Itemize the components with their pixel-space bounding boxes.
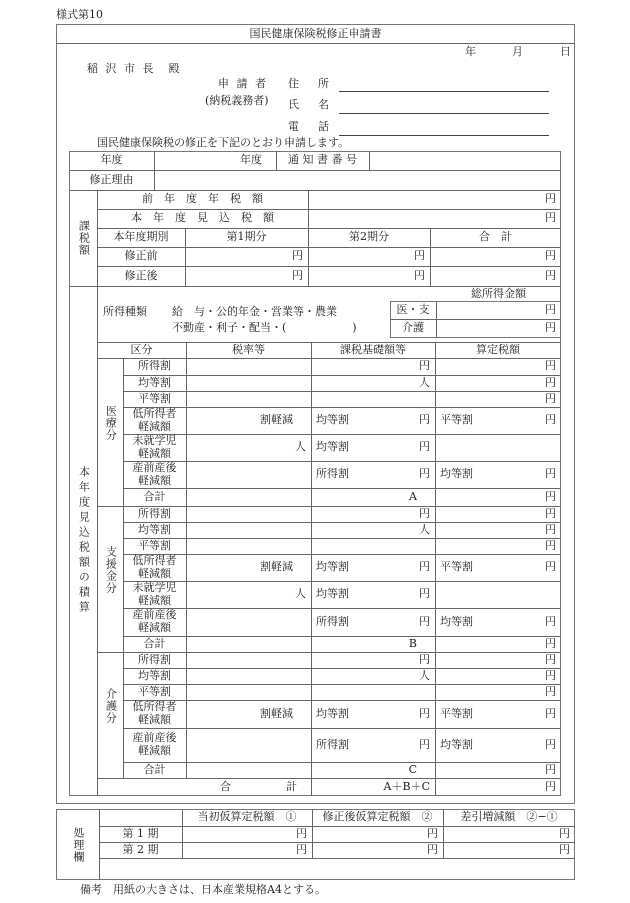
income-tax-input[interactable]: 円	[545, 652, 556, 666]
notice-number-label: 通 知 書 番 号	[288, 153, 357, 167]
this-year-tax-label: 本 年 度 見 込 税 額	[131, 211, 274, 225]
reason-label: 修正理由	[89, 172, 134, 186]
reduction-rate-input[interactable]: 割軽減	[260, 706, 293, 720]
subtotal-tax-input[interactable]: 円	[545, 489, 556, 503]
maternity-income-input[interactable]: 円	[419, 614, 430, 628]
addressee: 稲 沢 市 長 殿	[87, 62, 182, 75]
row-label-maternity: 産前産後 軽減額	[132, 731, 177, 757]
fiscal-year-input[interactable]: 年度	[240, 153, 262, 167]
low-income-per-household-label: 平等割	[440, 413, 473, 427]
row-label-per-household: 平等割	[138, 538, 171, 552]
income-base-input[interactable]: 円	[419, 652, 430, 666]
section-label-0	[97, 358, 123, 488]
section-label-text: 支援金分	[104, 546, 118, 594]
before-period2-input[interactable]: 円	[414, 249, 425, 263]
period2-header: 第2期分	[349, 230, 389, 244]
income-tax-input[interactable]: 円	[545, 506, 556, 520]
notice-number-input[interactable]	[370, 151, 560, 170]
maternity-per-capita-label: 均等割	[440, 614, 473, 628]
row-label-preschool: 未就学児 軽減額	[132, 580, 177, 607]
reduction-rate-input[interactable]: 割軽減	[260, 560, 293, 574]
preschool-per-capita-input[interactable]: 円	[419, 440, 430, 454]
preschool-per-capita-label: 均等割	[316, 587, 349, 601]
tax-amount-section-label	[69, 190, 97, 286]
applicant-sublabel: (納税義務者)	[205, 94, 269, 107]
row-label-per-capita: 均等割	[138, 522, 171, 536]
grand-total-mark: A＋B＋C	[383, 779, 430, 793]
total-income-header: 総所得金額	[471, 286, 526, 300]
medical-support-income-input[interactable]: 円	[545, 302, 556, 316]
name-label: 氏 名	[288, 98, 333, 111]
per-household-tax-input[interactable]: 円	[545, 391, 556, 405]
row-label-income: 所得割	[138, 506, 171, 520]
col-rate-header: 税率等	[232, 342, 265, 356]
date-month: 月	[512, 45, 523, 58]
low-income-per-household-input[interactable]: 円	[545, 413, 556, 427]
section-label-1	[97, 506, 123, 634]
period1-header: 第1期分	[226, 230, 267, 244]
after-period2-input[interactable]: 円	[414, 268, 425, 282]
row-label-low-income: 低所得者 軽減額	[132, 553, 177, 580]
reduction-rate-input[interactable]: 割軽減	[260, 413, 293, 427]
medical-support-label: 医・支	[396, 302, 430, 316]
revised-tax-header: 修正後仮算定税額 ②	[322, 810, 433, 824]
per-capita-count-input[interactable]: 人	[419, 668, 430, 682]
section-label-text: 医療分	[104, 405, 118, 441]
per-household-tax-input[interactable]: 円	[545, 538, 556, 552]
preschool-count-input[interactable]: 人	[295, 440, 306, 454]
col-tax-header: 算定税額	[476, 342, 520, 356]
row-label-income: 所得割	[138, 652, 171, 666]
row-label-per-capita: 均等割	[138, 668, 171, 682]
before-total-input[interactable]: 円	[545, 249, 556, 263]
date-year: 年	[465, 45, 476, 58]
care-label: 介護	[402, 320, 424, 334]
period2-difference-input[interactable]: 円	[559, 842, 570, 856]
low-income-per-capita-label: 均等割	[316, 413, 349, 427]
low-income-per-household-input[interactable]: 円	[545, 560, 556, 574]
per-capita-tax-input[interactable]: 円	[545, 668, 556, 682]
col-category-header: 区分	[130, 342, 153, 356]
section-label-2	[97, 652, 123, 760]
name-field[interactable]	[339, 98, 549, 114]
difference-header: 差引増減額 ②−①	[460, 810, 558, 824]
after-period1-input[interactable]: 円	[292, 268, 303, 282]
low-income-per-household-label: 平等割	[440, 560, 473, 574]
processing-period2-label: 第 2 期	[122, 842, 159, 856]
row-label-preschool: 未就学児 軽減額	[132, 433, 177, 460]
prev-year-tax-label: 前 年 度 年 税 額	[142, 192, 263, 206]
row-label-per-household: 平等割	[138, 391, 171, 405]
maternity-income-input[interactable]: 円	[419, 737, 430, 751]
row-label-maternity: 産前産後 軽減額	[132, 460, 177, 487]
maternity-income-label: 所得割	[316, 467, 349, 481]
low-income-per-capita-input[interactable]: 円	[419, 706, 430, 720]
fiscal-year-label: 年度	[100, 153, 123, 167]
row-label-per-household: 平等割	[138, 684, 171, 698]
income-types-line2[interactable]: 不動産・利子・配当・( )	[172, 321, 357, 334]
subtotal-tax-input[interactable]: 円	[545, 636, 556, 650]
intro-text: 国民健康保険税の修正を下記のとおり申請します。	[97, 136, 350, 149]
preschool-per-capita-input[interactable]: 円	[419, 587, 430, 601]
total-header: 合 計	[479, 230, 512, 244]
section-label-text: 介護分	[104, 688, 118, 724]
row-label-subtotal: 合計	[143, 636, 166, 650]
maternity-income-label: 所得割	[316, 737, 349, 751]
processing-period1-label: 第 1 期	[122, 826, 159, 840]
applicant-label: 申 請 者	[218, 77, 268, 90]
income-base-input[interactable]: 円	[419, 506, 430, 520]
address-field[interactable]	[339, 76, 549, 92]
processing-section-label	[56, 809, 99, 880]
maternity-per-capita-input[interactable]: 円	[545, 614, 556, 628]
maternity-per-capita-input[interactable]: 円	[545, 737, 556, 751]
care-income-input[interactable]: 円	[545, 320, 556, 334]
period1-difference-input[interactable]: 円	[559, 826, 570, 840]
row-label-low-income: 低所得者 軽減額	[132, 406, 177, 433]
low-income-per-capita-label: 均等割	[316, 706, 349, 720]
footnote: 備考 用紙の大きさは、日本産業規格A4とする。	[80, 883, 326, 896]
row-label-subtotal: 合計	[143, 489, 166, 503]
subtotal-mark: B	[408, 636, 417, 650]
period1-initial-input[interactable]: 円	[296, 826, 307, 840]
phone-label: 電 話	[288, 120, 333, 133]
per-capita-count-input[interactable]: 人	[419, 522, 430, 536]
subtotal-tax-input[interactable]: 円	[545, 762, 556, 776]
low-income-per-capita-label: 均等割	[316, 560, 349, 574]
row-label-subtotal: 合計	[143, 762, 166, 776]
income-tax-input[interactable]: 円	[545, 359, 556, 373]
before-correction-label: 修正前	[124, 249, 158, 263]
per-capita-tax-input[interactable]: 円	[545, 375, 556, 389]
row-label-maternity: 産前産後 軽減額	[132, 608, 177, 634]
maternity-per-capita-label: 均等割	[440, 737, 473, 751]
low-income-per-household-input[interactable]: 円	[545, 706, 556, 720]
processing-notes-input[interactable]	[100, 859, 574, 879]
col-base-header: 課税基礎額等	[340, 342, 406, 356]
row-label-low-income: 低所得者 軽減額	[132, 700, 177, 726]
period1-revised-input[interactable]: 円	[427, 826, 438, 840]
estimate-section-text: 本年度見込税額の積算	[77, 466, 91, 616]
before-period1-input[interactable]: 円	[292, 249, 303, 263]
reason-input[interactable]	[155, 170, 560, 190]
maternity-income-input[interactable]: 円	[419, 467, 430, 481]
grand-total-input[interactable]: 円	[545, 779, 556, 793]
address-label: 住 所	[288, 77, 333, 90]
low-income-per-capita-input[interactable]: 円	[419, 560, 430, 574]
row-label-income: 所得割	[138, 359, 171, 373]
this-year-tax-input[interactable]: 円	[545, 211, 556, 225]
prev-year-tax-input[interactable]: 円	[545, 192, 556, 206]
subtotal-mark: A	[409, 489, 417, 503]
after-total-input[interactable]: 円	[545, 268, 556, 282]
preschool-per-capita-label: 均等割	[316, 440, 349, 454]
estimate-section-label	[69, 286, 97, 796]
per-household-tax-input[interactable]: 円	[545, 684, 556, 698]
title-divider	[56, 43, 575, 44]
maternity-per-capita-label: 均等割	[440, 467, 473, 481]
after-correction-label: 修正後	[124, 268, 158, 282]
date-day: 日	[560, 45, 571, 58]
preschool-count-input[interactable]: 人	[295, 587, 306, 601]
form-number: 様式第10	[56, 8, 103, 21]
income-base-input[interactable]: 円	[419, 359, 430, 373]
tax-amount-section-text: 課税額	[77, 220, 91, 256]
period-label: 本年度期別	[113, 230, 169, 244]
low-income-per-capita-input[interactable]: 円	[419, 413, 430, 427]
maternity-income-label: 所得割	[316, 614, 349, 628]
initial-tax-header: 当初仮算定税額 ①	[197, 810, 297, 824]
income-type-label: 所得種類	[103, 305, 147, 318]
row-label-per-capita: 均等割	[138, 375, 171, 389]
phone-field[interactable]	[339, 120, 549, 136]
subtotal-mark: C	[408, 762, 417, 776]
income-types-line1[interactable]: 給 与・公的年金・営業等・農業	[172, 305, 337, 318]
period2-revised-input[interactable]: 円	[427, 842, 438, 856]
processing-section-text: 処理欄	[71, 826, 85, 863]
period2-initial-input[interactable]: 円	[296, 842, 307, 856]
form-title: 国民健康保険税修正申請書	[249, 27, 382, 40]
per-capita-count-input[interactable]: 人	[419, 375, 430, 389]
grand-total-label: 合 計	[220, 779, 297, 793]
per-capita-tax-input[interactable]: 円	[545, 522, 556, 536]
low-income-per-household-label: 平等割	[440, 706, 473, 720]
maternity-per-capita-input[interactable]: 円	[545, 467, 556, 481]
